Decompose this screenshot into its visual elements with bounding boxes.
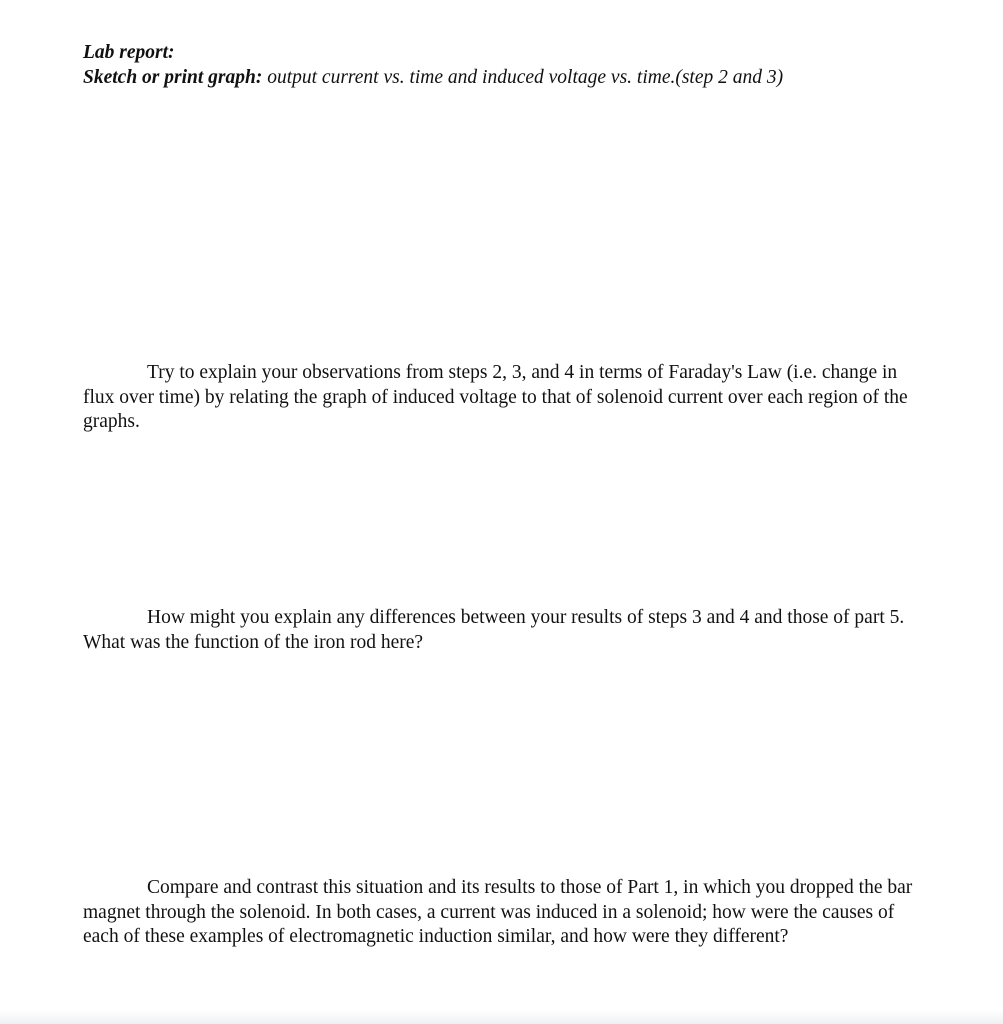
graph-instruction-line xyxy=(83,65,963,90)
graph-label: Sketch or print graph: xyxy=(83,67,263,88)
question-compare-part1: Compare and contrast this situation and its results to those of Part 1, in which you dropped the bar magnet through the solenoid. In both cases, a current was induced in a solenoid; how were the causes of each of these examples of electromagnetic induction similar, and how were they different? xyxy=(83,877,913,948)
title-block xyxy=(83,40,963,90)
question-iron-rod: How might you explain any differences between your results of steps 3 and 4 and those of part 5. What was the function of the iron rod here? xyxy=(83,607,905,653)
question-faradays-law: Try to explain your observations from steps 2, 3, and 4 in terms of Faraday's Law (i.e. change in flux over time) by relating the graph of induced voltage to that of solenoid current over each region of the graphs. xyxy=(83,362,908,433)
page-bottom-edge xyxy=(0,1010,1003,1024)
lab-report-heading: Lab report: xyxy=(83,42,175,63)
graph-instruction: output current vs. time and induced voltage vs. time.(step 2 and 3) xyxy=(262,67,784,88)
